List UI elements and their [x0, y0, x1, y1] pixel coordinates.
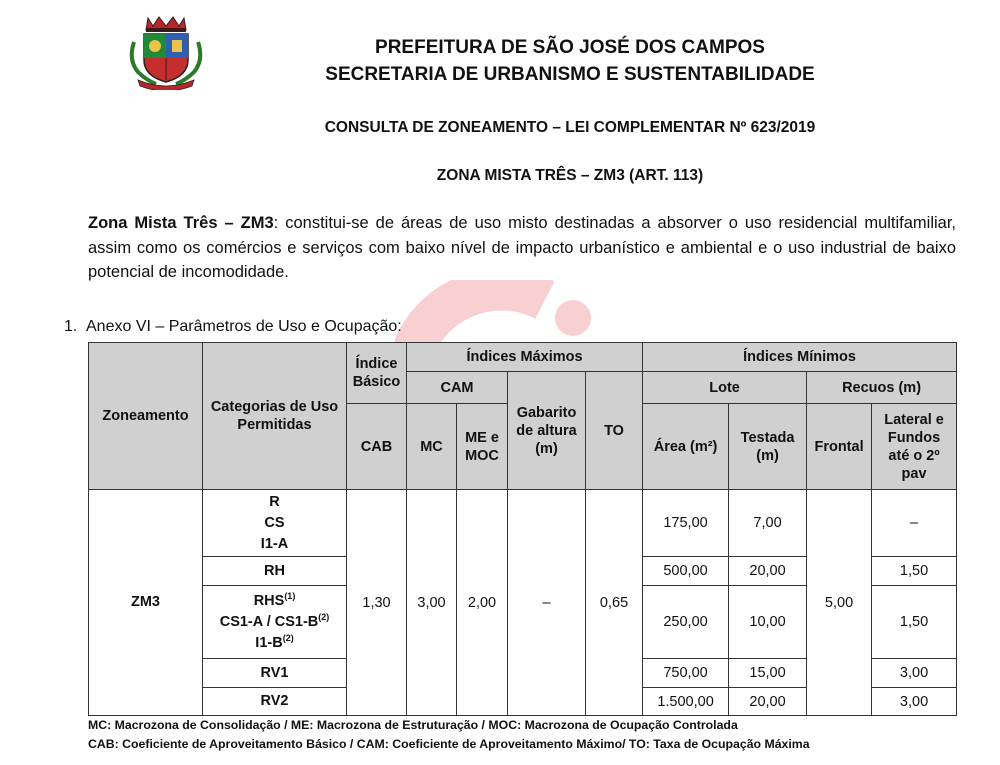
header-indices-minimos: Índices Mínimos: [643, 343, 957, 372]
header-cam: CAM: [407, 372, 508, 404]
testada-cell: 20,00: [729, 557, 807, 586]
category-cell: RV2: [203, 688, 347, 716]
table-row: [89, 490, 957, 557]
lateral-cell: 1,50: [872, 557, 957, 586]
lateral-cell: 1,50: [872, 586, 957, 659]
testada-cell: 20,00: [729, 688, 807, 716]
coat-of-arms-icon: [126, 14, 206, 90]
area-cell: 175,00: [643, 490, 729, 557]
lateral-cell: 3,00: [872, 688, 957, 716]
header-cab: CAB: [347, 404, 407, 490]
intro-term: Zona Mista Três – ZM3: [88, 214, 274, 232]
list-number: 1.: [64, 318, 78, 335]
category-cell: RHS$^{(1)}$ $CS1-A / CS1-B^{(2)}$ $I1-B^{(2)}$: [203, 586, 347, 659]
cab-value-cell: 1,30: [347, 490, 407, 716]
header-title: PREFEITURA DE SÃO JOSÉ DOS CAMPOS: [375, 37, 765, 58]
header-me-moc: ME e MOC: [457, 404, 508, 490]
header-categorias: Categorias de Uso Permitidas: [203, 343, 347, 490]
header-lote: Lote: [643, 372, 807, 404]
footnote-line: MC: Macrozona de Consolidação / ME: Macrozona de Estruturação / MOC: Macrozona de Ocupação Controlada: [88, 718, 738, 732]
zoning-table: [88, 342, 957, 716]
consulta-title: CONSULTA DE ZONEAMENTO – LEI COMPLEMENTAR Nº 623/2019: [324, 119, 816, 136]
header-area: Área (m²): [643, 404, 729, 490]
header-recuos: Recuos (m): [807, 372, 957, 404]
header-indice-basico: Índice Básico: [347, 343, 407, 404]
area-cell: 250,00: [643, 586, 729, 659]
footnotes: [88, 716, 810, 754]
header-mc: MC: [407, 404, 457, 490]
intro-text: : constitui-se de áreas de uso misto destinadas a absorver o uso residencial multifamiliar, assim como os comércios e serviços com baixo nível de impacto urbanístico e ambiental e o uso industrial de baixo potencial de incomodidade.: [88, 214, 957, 281]
header-to: TO: [586, 372, 643, 490]
category-cell: RH: [203, 557, 347, 586]
me-moc-value-cell: 2,00: [457, 490, 508, 716]
header-lateral: Lateral e Fundos até o 2º pav: [872, 404, 957, 490]
gabarito-value-cell: –: [508, 490, 586, 716]
testada-cell: 10,00: [729, 586, 807, 659]
frontal-value-cell: 5,00: [807, 490, 872, 716]
lateral-cell: –: [872, 490, 957, 557]
to-value-cell: 0,65: [586, 490, 643, 716]
list-label: Anexo VI – Parâmetros de Uso e Ocupação:: [86, 318, 402, 335]
header-frontal: Frontal: [807, 404, 872, 490]
category-cell: RV1: [203, 659, 347, 688]
header-indices-maximos: Índices Máximos: [407, 343, 643, 372]
area-cell: 750,00: [643, 659, 729, 688]
zone-cell: ZM3: [89, 490, 203, 716]
testada-cell: 15,00: [729, 659, 807, 688]
category-cell: R CS I1-A: [203, 490, 347, 557]
mc-value-cell: 3,00: [407, 490, 457, 716]
footnote-line: CAB: Coeficiente de Aproveitamento Básico / CAM: Coeficiente de Aproveitamento Máximo/ TO: Taxa de Ocupação Máxima: [88, 737, 810, 751]
header-zoneamento: Zoneamento: [89, 343, 203, 490]
header-gabarito: Gabarito de altura (m): [508, 372, 586, 490]
header-testada: Testada (m): [729, 404, 807, 490]
intro-paragraph: [88, 211, 956, 285]
testada-cell: 7,00: [729, 490, 807, 557]
lateral-cell: 3,00: [872, 659, 957, 688]
area-cell: 500,00: [643, 557, 729, 586]
area-cell: 1.500,00: [643, 688, 729, 716]
header-subtitle: SECRETARIA DE URBANISMO E SUSTENTABILIDADE: [325, 64, 815, 85]
list-item-anexo: [64, 318, 402, 336]
zona-title: ZONA MISTA TRÊS – ZM3 (ART. 113): [436, 167, 704, 184]
